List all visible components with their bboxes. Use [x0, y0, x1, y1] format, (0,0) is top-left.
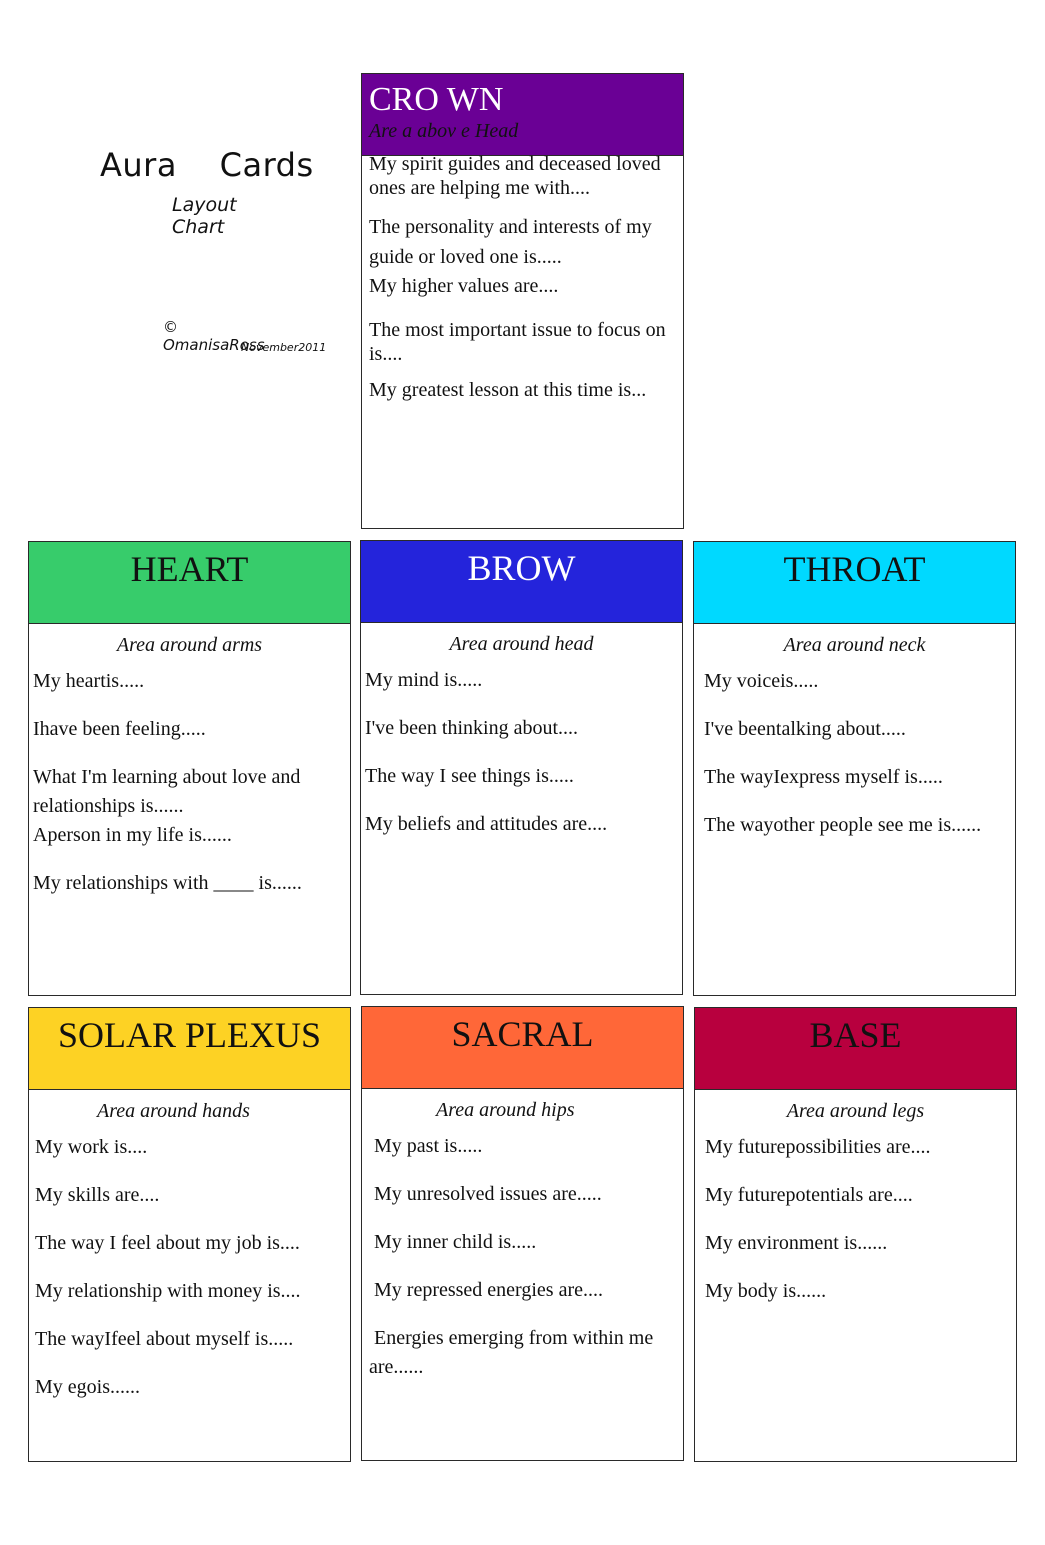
card-solar-plexus-header [29, 1008, 350, 1090]
card-brow-header [361, 541, 682, 623]
card-throat-header [694, 542, 1015, 624]
card-brow-area: Area around head [449, 633, 594, 655]
card-throat-item: My voiceis..... [704, 670, 819, 692]
card-base-item: My futurepossibilities are.... [705, 1136, 931, 1158]
card-sacral-item: My unresolved issues are..... [374, 1183, 602, 1205]
card-brow-item: My mind is..... [365, 669, 483, 691]
card-heart-item: My relationships with ____ is...... [33, 872, 302, 894]
card-heart-item: My heartis..... [33, 670, 145, 692]
card-throat-title: THROAT [783, 549, 926, 589]
card-sacral-header [362, 1007, 683, 1089]
card-crown-header [362, 74, 683, 156]
page-title: Aura Cards [100, 146, 314, 184]
card-solar-plexus-item: The way I feel about my job is.... [35, 1232, 300, 1254]
card-solar-plexus-item: My skills are.... [35, 1184, 160, 1206]
card-brow [360, 540, 683, 995]
card-solar-plexus-title: SOLAR PLEXUS [57, 1015, 322, 1055]
card-heart-area: Area around arms [116, 634, 263, 656]
card-solar-plexus-item: My work is.... [35, 1136, 148, 1158]
card-sacral-title: SACRAL [451, 1014, 594, 1054]
date-text: November2011 [241, 341, 327, 354]
card-base-header [695, 1008, 1016, 1090]
card-sacral [361, 1006, 684, 1461]
card-base-title: BASE [809, 1015, 902, 1055]
copyright-text: © OmanisaRoss [163, 318, 265, 354]
card-solar-plexus-item: My relationship with money is.... [35, 1280, 301, 1302]
card-heart-item: What I'm learning about love and relationships is...... [33, 766, 301, 817]
card-solar-plexus [28, 1007, 351, 1462]
card-crown-item: The personality and interests of my guide or loved one is..... [369, 216, 652, 268]
card-base [694, 1007, 1017, 1462]
card-sacral-item: My past is..... [374, 1135, 483, 1157]
card-heart-item: Aperson in my life is...... [33, 824, 232, 846]
card-base-item: My environment is...... [705, 1232, 888, 1254]
card-throat-item: I've beentalking about..... [704, 718, 906, 740]
card-brow-item: My beliefs and attitudes are.... [365, 813, 608, 835]
card-crown-body [362, 152, 683, 402]
card-sacral-item: My inner child is..... [374, 1231, 537, 1253]
card-sacral-item: Energies emerging from within me are...... [369, 1327, 654, 1378]
card-sacral-area: Area around hips [436, 1099, 575, 1121]
card-sacral-item: My repressed energies are.... [374, 1279, 603, 1301]
card-throat-item: The wayIexpress myself is..... [704, 766, 943, 788]
card-solar-plexus-item: My egois...... [35, 1376, 140, 1398]
card-base-area: Area around legs [786, 1100, 925, 1122]
card-throat-area: Area around neck [783, 634, 926, 656]
card-heart-header [29, 542, 350, 624]
card-brow-item: I've been thinking about.... [365, 717, 578, 739]
page-subtitle: Layout Chart [172, 194, 237, 238]
card-crown-item: My greatest lesson at this time is... [369, 379, 647, 401]
card-solar-plexus-area: Area around hands [97, 1100, 250, 1122]
card-throat [693, 541, 1016, 996]
card-crown [361, 73, 684, 529]
card-base-item: My body is...... [705, 1280, 827, 1302]
card-brow-title: BROW [467, 548, 576, 588]
card-throat-item: The wayother people see me is...... [704, 814, 982, 836]
card-heart-item: Ihave been feeling..... [33, 718, 206, 740]
card-solar-plexus-item: The wayIfeel about myself is..... [35, 1328, 294, 1350]
card-crown-item: The most important issue to focus on is.... [369, 319, 666, 365]
card-brow-item: The way I see things is..... [365, 765, 574, 787]
card-crown-area: Are a abov e Head [369, 120, 519, 142]
card-heart [28, 541, 351, 996]
card-crown-title: CRO WN [369, 81, 504, 118]
card-heart-title: HEART [130, 549, 249, 589]
card-base-item: My futurepotentials are.... [705, 1184, 913, 1206]
card-crown-item: My spirit guides and deceased loved ones are helping me with.... [369, 153, 661, 199]
card-crown-item: My higher values are.... [369, 275, 559, 297]
